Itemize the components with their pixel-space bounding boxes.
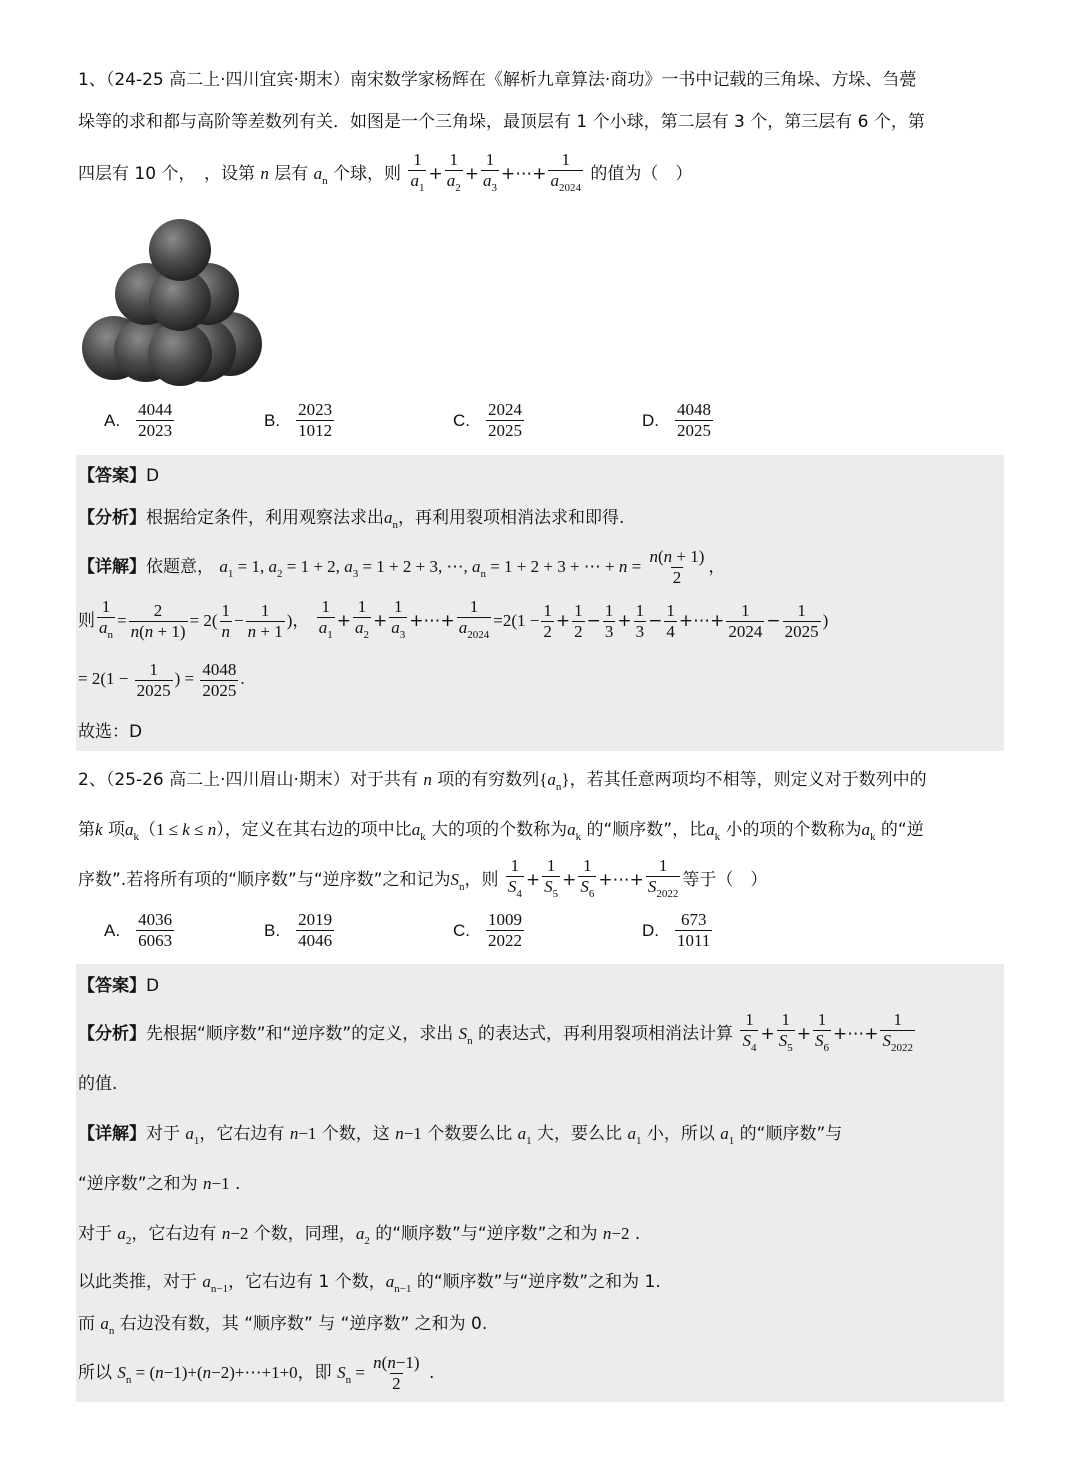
q1-detail-3: = 2(1 − $\frac{1}{2025}$ ) = $\frac{4048}{2025}$ .: [78, 659, 245, 700]
q2-option-c: C. $\frac{1009}{2022}$: [453, 910, 522, 950]
q2-detail-6: 所以 $S_n$ = (n−1)+(n−2)+⋯+1+0，即 $S_n$ = $\frac{n(n-1)}{2}$ .: [78, 1352, 435, 1393]
q1-option-b: B. $\frac{2023}{1012}$: [264, 400, 333, 440]
q2-option-d: D. $\frac{673}{1011}$: [642, 910, 711, 950]
q1-option-c: C. $\frac{2024}{2025}$: [453, 400, 522, 440]
q1-conclusion: 故选：D: [78, 722, 143, 742]
triangular-pile-figure: [80, 216, 270, 386]
q2-option-a: A. $\frac{4036}{6063}$: [104, 910, 173, 950]
q2-analysis-end: 的值.: [78, 1074, 118, 1094]
q2-line-3: 序数”.若将所有项的“顺序数”与“逆序数”之和记为$S_n$，则 $\frac{1}{S_4}$ + $\frac{1}{S_5}$ + $\frac{1}{S_6}$ +⋯+ $\frac{1}{S_{2022}}$ 等于（ ）: [78, 856, 767, 910]
q1-sum-expression: $\frac{1}{a_1}$ + $\frac{1}{a_2}$ + $\frac{1}{a_3}$ +⋯+ $\frac{1}{a_{2024}}$: [406, 164, 590, 184]
q1-analysis: 【分析】根据给定条件，利用观察法求出$a_n$，再利用裂项相消法求和即得.: [78, 508, 625, 531]
q2-line-1: 2、（25-26 高二上·四川眉山·期末）对于共有 n 项的有穷数列$\{a_n\}$，若其任意两项均不相等，则定义对于数列中的: [78, 770, 927, 793]
q2-line-2: 第k 项$a_k(1 \le k \le n)$，定义在其右边的项中比$a_k$ 大的项的个数称为$a_k$ 的“顺序数”，比$a_k$ 小的项的个数称为$a_k$ 的“逆: [78, 820, 924, 843]
q1-source: （24-25 高二上·四川宜宾·期末）: [105, 70, 350, 90]
q2-detail-1: 【详解】对于 $a_1$，它右边有 n−1 个数，这 n−1 个数要么比 $a_1$ 大，要么比 $a_1$ 小，所以 $a_1$ 的“顺序数”与: [78, 1124, 843, 1147]
q2-detail-5: 而 $a_n$ 右边没有数，其 “顺序数” 与 “逆序数” 之和为 0.: [78, 1314, 488, 1337]
q1-detail-2: 则 $\frac{1}{a_n}$ = $\frac{2}{n(n + 1)}$ = 2( $\frac{1}{n}$ − $\frac{1}{n + 1}$ )， $\frac{1}{a_1}$ + $\frac{1}{a_2}$ + $\frac{1}{a_3}$ +⋯+ $\frac{1}{a_{2024}}$ =2(1 − $\frac{1}{2}$ + $\frac{1}{2}$ − $\frac{1}{3}$ + $\frac{1}{3}$ − $\frac{1}{4}$ +⋯+ $\frac{1}{2024}$ − $\frac{1}{2025}$ ): [78, 596, 828, 646]
q2-analysis: 【分析】先根据“顺序数”和“逆序数”的定义，求出 $S_n$ 的表达式，再利用裂项相消法计算 $\frac{1}{S_4}$ + $\frac{1}{S_5}$ + $\frac{1}{S_6}$ +⋯+ $\frac{1}{S_{2022}}$: [78, 1010, 917, 1064]
q2-detail-2: “逆序数”之和为 n−1 .: [78, 1174, 241, 1194]
q2-answer: 【答案】D: [78, 976, 160, 996]
q1-detail-1: 【详解】依题意， $a_1 = 1$, $a_2 = 1 + 2$, $a_3 = 1 + 2 + 3$, ⋯, $a_n = 1 + 2 + 3$ + ⋯ + n = $\frac{n(n + 1)}{2}$ ，: [78, 546, 726, 587]
q1-answer: 【答案】D: [78, 466, 160, 486]
q2-detail-4: 以此类推，对于 $a_{n-1}$，它右边有 1 个数，$a_{n-1}$ 的“顺序数”与“逆序数”之和为 1.: [78, 1272, 661, 1295]
q2-source: （25-26 高二上·四川眉山·期末）: [105, 770, 350, 790]
q1-line-2: 垛等的求和都与高阶等差数列有关．如图是一个三角垛，最顶层有 1 个小球，第二层有 3 个，第三层有 6 个，第: [78, 112, 925, 132]
q1-option-a: A. $\frac{4044}{2023}$: [104, 400, 173, 440]
q1-number: 1、: [78, 70, 106, 90]
q2-number: 2、: [78, 770, 106, 790]
q1-text-1: 南宋数学家杨辉在《解析九章算法·商功》一书中记载的三角垛、方垛、刍甍: [349, 70, 917, 90]
q2-detail-3: 对于 $a_2$，它右边有 n−2 个数，同理，$a_2$ 的“顺序数”与“逆序数”之和为 n−2 .: [78, 1224, 641, 1247]
q1-line-1: [78, 68, 916, 92]
q1-line-3: 四层有 10 个， ，设第 n 层有 $a_n$ 个球，则 $\frac{1}{a_1}$ + $\frac{1}{a_2}$ + $\frac{1}{a_3}$ +⋯+ $\frac{1}{a_{2024}}$ 的值为（ ）: [78, 150, 692, 204]
q1-option-d: D. $\frac{4048}{2025}$: [642, 400, 711, 440]
q2-option-b: B. $\frac{2019}{4046}$: [264, 910, 333, 950]
